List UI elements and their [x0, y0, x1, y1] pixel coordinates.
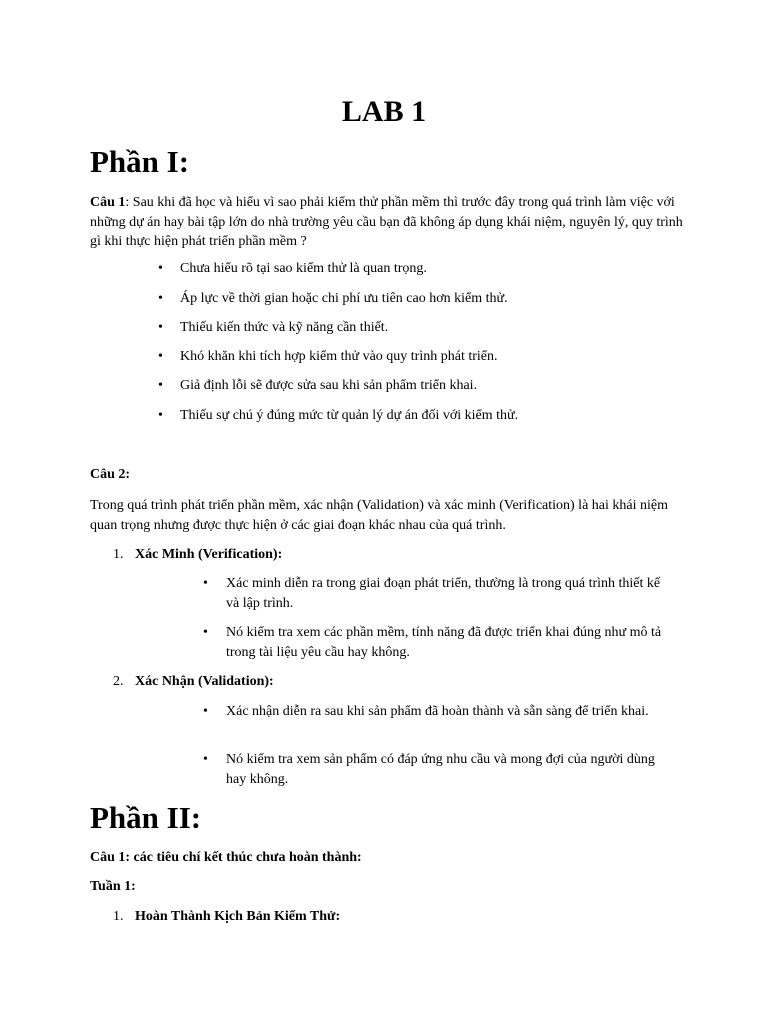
bullet-text: Xác minh diễn ra trong giai đoạn phát triển, thường là trong quá trình thiết kế và lập trình. — [226, 576, 661, 611]
bullet-text: Xác nhận diễn ra sau khi sản phẩm đã hoàn thành và sẵn sàng để triển khai. — [226, 704, 649, 719]
bullet-icon: • — [203, 704, 208, 719]
bullet-text: Thiếu kiến thức và kỹ năng cần thiết. — [180, 320, 389, 335]
item-title: Xác Nhận (Validation): — [135, 674, 274, 689]
question-2-text: Trong quá trình phát triển phần mềm, xác nhận (Validation) và xác minh (Verification) là hai khái niệm quan trọng nhưng được thực hiện ở các giai đoạn khác nhau của quá trình. — [90, 498, 668, 533]
bullet-text: Nó kiểm tra xem sản phẩm có đáp ứng nhu cầu và mong đợi của người dùng hay không. — [226, 752, 655, 787]
part1-heading: Phần I: — [90, 144, 190, 179]
bullet-text: Nó kiểm tra xem các phần mềm, tính năng đã được triển khai đúng như mô tả trong tài liệu yêu cầu hay không. — [226, 625, 662, 660]
item-number: 2. — [113, 674, 124, 689]
item-title: Hoàn Thành Kịch Bản Kiểm Thử: — [135, 909, 341, 924]
bullet-icon: • — [158, 349, 163, 364]
document-title: LAB 1 — [341, 95, 427, 128]
bullet-icon: • — [158, 291, 163, 306]
bullet-icon: • — [203, 576, 208, 591]
bullet-text: Giả định lỗi sẽ được sửa sau khi sản phẩm triển khai. — [180, 378, 478, 393]
question-2-label: Câu 2: — [90, 467, 131, 482]
bullet-text: Áp lực về thời gian hoặc chi phí ưu tiên cao hơn kiểm thử. — [180, 291, 508, 306]
bullet-text: Chưa hiểu rõ tại sao kiểm thử là quan trọng. — [180, 261, 427, 276]
bullet-icon: • — [158, 378, 163, 393]
part1-question-1 — [90, 193, 690, 252]
bullet-icon: • — [158, 408, 163, 423]
bullet-icon: • — [158, 320, 163, 335]
item-title: Xác Minh (Verification): — [135, 547, 283, 562]
part2-heading: Phần II: — [90, 800, 202, 835]
bullet-icon: • — [203, 752, 208, 767]
week-label: Tuần 1: — [90, 879, 136, 894]
question-1-text: : Sau khi đã học và hiểu vì sao phải kiểm thử phần mềm thì trước đây trong quá trình làm việc với những dự án hay bài tập lớn do nhà trường yêu cầu bạn đã không áp dụng khái niệm, nguyên lý, quy trình gì khi thực hiện phát triển phần mềm ? — [90, 195, 683, 249]
question-1-label: Câu 1 — [90, 195, 126, 210]
bullet-icon: • — [158, 261, 163, 276]
bullet-text: Khó khăn khi tích hợp kiểm thử vào quy trình phát triển. — [180, 349, 498, 364]
item-number: 1. — [113, 909, 124, 924]
part2-question-1: Câu 1: các tiêu chí kết thúc chưa hoàn thành: — [90, 850, 362, 865]
item-number: 1. — [113, 547, 124, 562]
bullet-text: Thiếu sự chú ý đúng mức từ quản lý dự án đối với kiểm thử. — [180, 408, 519, 423]
bullet-icon: • — [203, 625, 208, 640]
